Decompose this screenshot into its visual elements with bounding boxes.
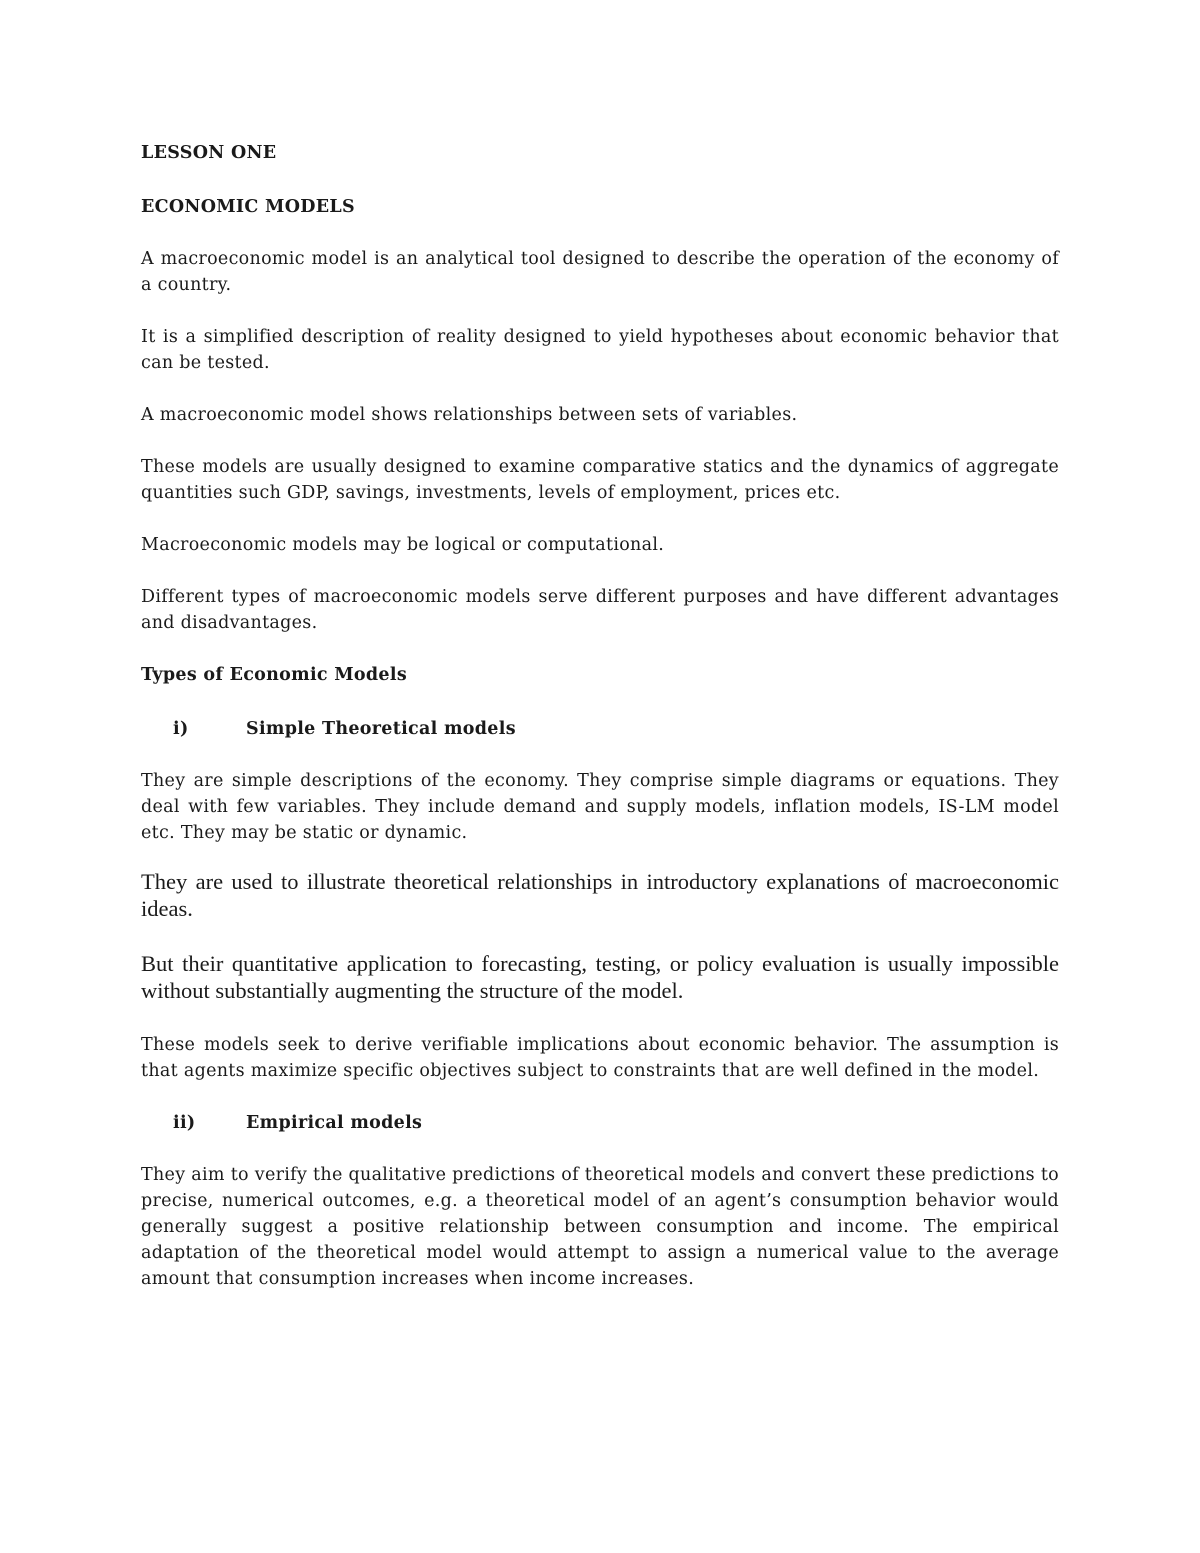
paragraph: They aim to verify the qualitative predictions of theoretical models and convert these predictions to precise, numerical outcomes, e.g. a theoretical model of an agent’s consumption behavior would generally suggest a positive relationship between consumption and income. The empirical adaptation of the theoretical model would attempt to assign a numerical value to the average amount that consumption increases when income increases.: [141, 1165, 1059, 1289]
paragraph: A macroeconomic model is an analytical tool designed to describe the operation of the economy of a country.: [141, 249, 1059, 295]
lesson-title: LESSON ONE: [141, 143, 277, 163]
subsection-heading: [141, 1110, 1059, 1136]
subsection-number: i): [173, 719, 189, 739]
paragraph-large: They are used to illustrate theoretical relationships in introductory explanations of macroeconomic ideas.: [141, 869, 1059, 921]
subsection-title: Empirical models: [246, 1113, 423, 1133]
document-page: [141, 140, 1059, 1292]
paragraph-large: But their quantitative application to forecasting, testing, or policy evaluation is usually impossible without substantially augmenting the structure of the model.: [141, 951, 1059, 1003]
paragraph: These models seek to derive verifiable implications about economic behavior. The assumption is that agents maximize specific objectives subject to constraints that are well defined in the model.: [141, 1035, 1059, 1081]
subsection-heading: [141, 716, 1059, 742]
subsection-number: ii): [173, 1113, 196, 1133]
paragraph: It is a simplified description of reality designed to yield hypotheses about economic behavior that can be tested.: [141, 327, 1059, 373]
subsection-title: Simple Theoretical models: [246, 719, 516, 739]
section-title: ECONOMIC MODELS: [141, 197, 355, 217]
paragraph: A macroeconomic model shows relationships between sets of variables.: [141, 405, 798, 425]
paragraph: Macroeconomic models may be logical or computational.: [141, 535, 665, 555]
paragraph: Different types of macroeconomic models serve different purposes and have different advantages and disadvantages.: [141, 587, 1059, 633]
paragraph: These models are usually designed to examine comparative statics and the dynamics of aggregate quantities such GDP, savings, investments, levels of employment, prices etc.: [141, 457, 1059, 503]
paragraph: They are simple descriptions of the economy. They comprise simple diagrams or equations. They deal with few variables. They include demand and supply models, inflation models, IS-LM model etc. They may be static or dynamic.: [141, 771, 1059, 843]
types-heading: Types of Economic Models: [141, 665, 407, 685]
